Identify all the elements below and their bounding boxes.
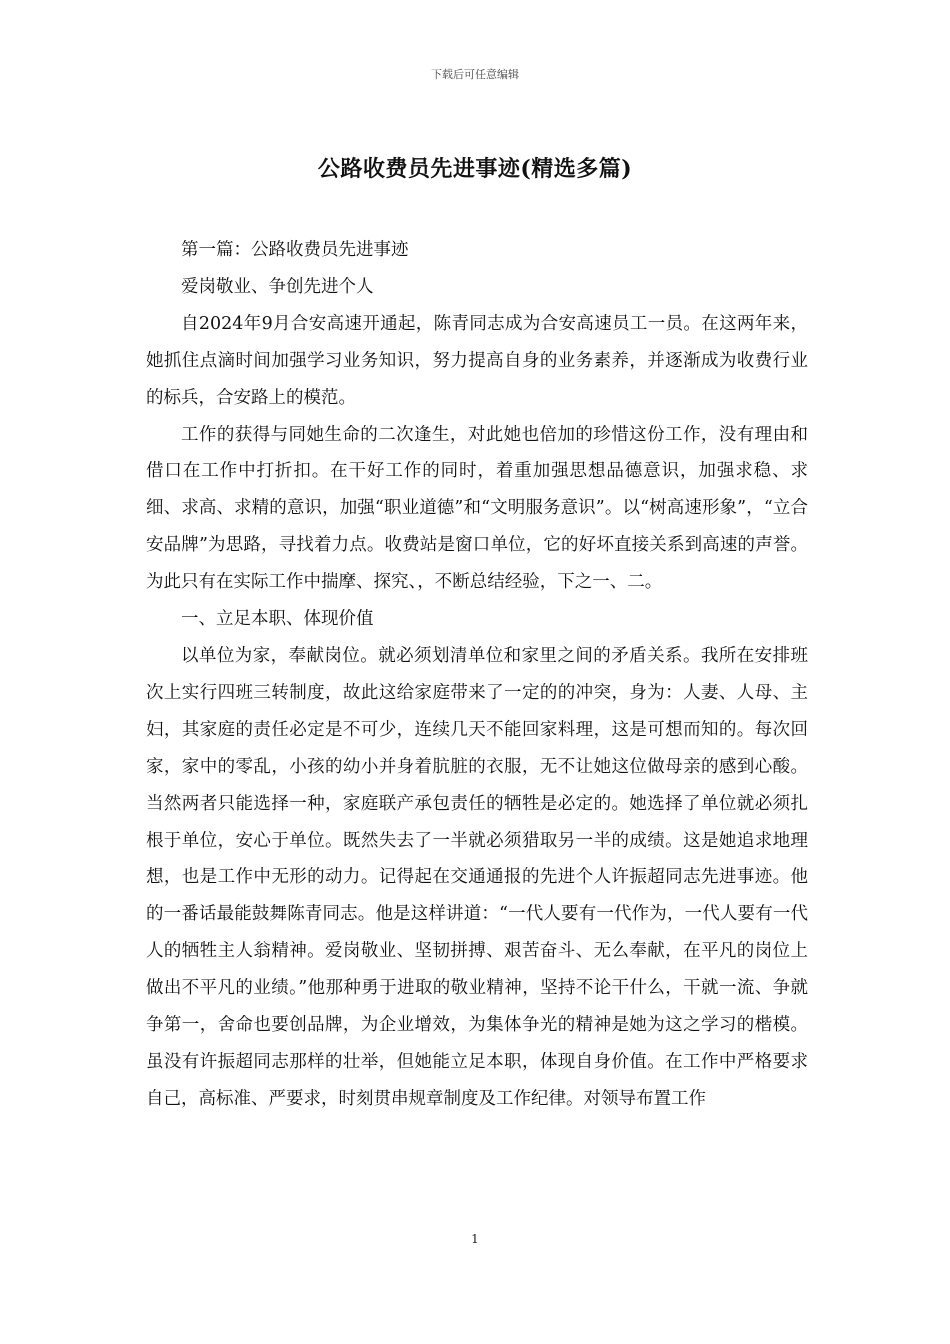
body-paragraph: 以单位为家，奉献岗位。就必须划清单位和家里之间的矛盾关系。我所在安排班次上实行四班三转制度，故此这给家庭带来了一定的的冲突，身为：人妻、人母、主妇，其家庭的责任必定是不可少，连续几天不能回家料理，这是可想而知的。每次回家，家中的零乱，小孩的幼小并身着肮脏的衣服，无不让她这位做母亲的感到心酸。当然两者只能选择一种，家庭联产承包责任的牺牲是必定的。她选择了单位就必须扎根于单位，安心于单位。既然失去了一半就必须猎取另一半的成绩。这是她追求地理想，也是工作中无形的动力。记得起在交通通报的先进个人许振超同志先进事迹。他的一番话最能鼓舞陈青同志。他是这样讲道：“一代人要有一代作为，一代人要有一代人的牺牲主人翁精神。爱岗敬业、坚韧拼搏、艰苦奋斗、无么奉献，在平凡的岗位上做出不平凡的业绩。”他那种勇于进取的敬业精神，坚持不论干什么，干就一流、争就争第一，舍命也要创品牌，为企业增效，为集体争光的精神是她为这之学习的楷模。虽没有许振超同志那样的壮举，但她能立足本职，体现自身价值。在工作中严格要求自己，高标准、严要求，时刻贯串规章制度及工作纪律。对领导布置工作 [146,645,808,1109]
document-title: 公路收费员先进事迹(精选多篇) [317,156,633,182]
section-heading: 第一篇：公路收费员先进事迹 [181,240,409,260]
page-number: 1 [471,1232,479,1246]
subheading: 爱岗敬业、争创先进个人 [181,276,374,297]
body-paragraph: 自2024年9月合安高速开通起，陈青同志成为合安高速员工一员。在这两年来，她抓住点滴时间加强学习业务知识，努力提高自身的业务素养，并逐渐成为收费行业的标兵，合安路上的模范。 [146,313,808,408]
page-header: 下载后可任意编辑 [431,68,519,81]
document-body [146,232,808,1118]
body-paragraph: 工作的获得与同她生命的二次逢生，对此她也倍加的珍惜这份工作，没有理由和借口在工作中打折扣。在干好工作的同时，着重加强思想品德意识，加强求稳、求细、求高、求精的意识，加强“职业道德”和“文明服务意识”。以“树高速形象”，“立合安品牌”为思路，寻找着力点。收费站是窗口单位，它的好坏直接关系到高速的声誉。为此只有在实际工作中揣摩、探究、，不断总结经验，下之一、二。 [146,424,808,593]
subsection-heading: 一、立足本职、体现价值 [181,609,374,630]
